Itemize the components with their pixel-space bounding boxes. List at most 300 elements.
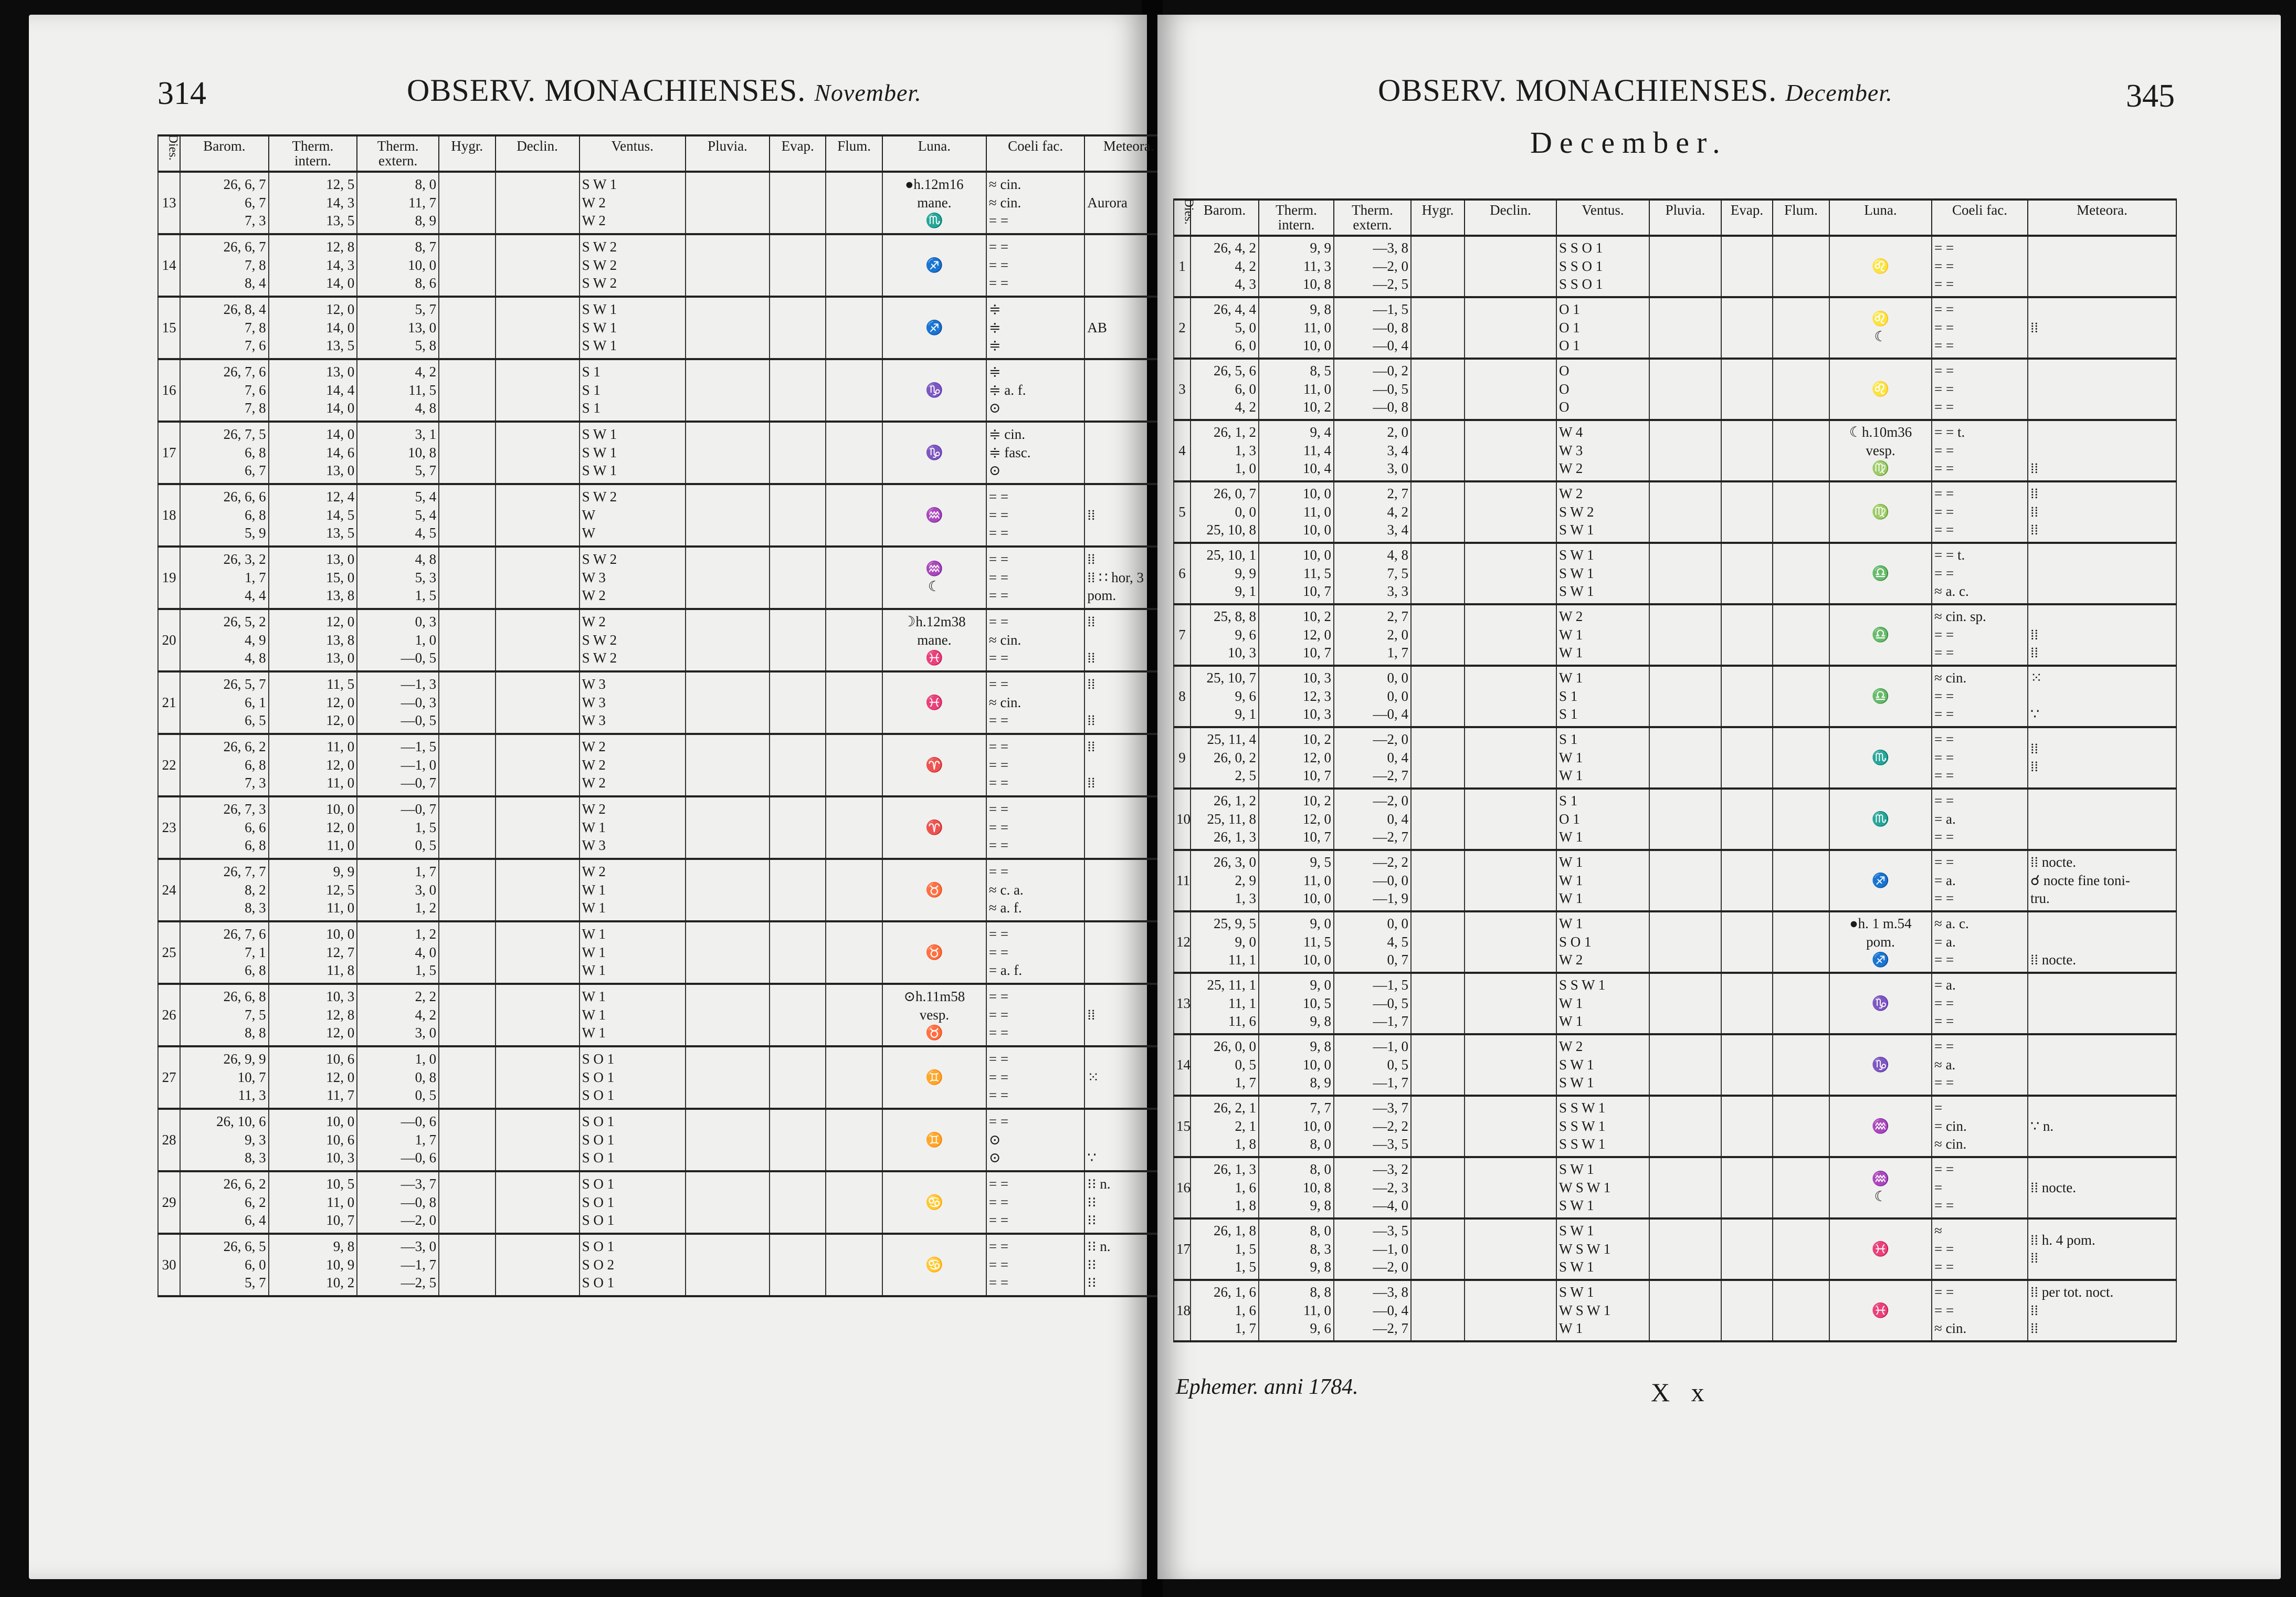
rain-cell [686,1109,770,1171]
therm-intern-cell: 8, 0 10, 8 9, 8 [1259,1157,1334,1218]
declination-cell [496,1234,580,1296]
declination-cell [496,234,580,297]
sky-cell: = = = = = = [1932,297,2028,359]
wind-cell: S 1 O 1 W 1 [1556,789,1649,850]
river-cell [1773,604,1829,666]
table-row [158,1234,1173,1296]
column-header: Meteora. [2028,199,2176,236]
evaporation-cell [770,671,826,734]
day-cell: 14 [158,234,180,297]
column-header: Dies. [158,135,180,172]
moon-cell: ♐ [882,234,986,297]
therm-intern-cell: 10, 3 12, 8 12, 0 [269,984,357,1046]
declination-cell [496,609,580,671]
declination-cell [496,1109,580,1171]
therm-extern-cell: 4, 8 7, 5 3, 3 [1334,543,1411,604]
table-row [1174,850,2176,911]
sky-cell: ≈ = = = = [1932,1218,2028,1280]
moon-cell: ♓ [882,671,986,734]
river-cell [826,1171,882,1234]
river-cell [826,984,882,1046]
evaporation-cell [1721,973,1773,1034]
barometer-cell: 25, 8, 8 9, 6 10, 3 [1191,604,1259,666]
therm-extern-cell: —1, 0 0, 5 —1, 7 [1334,1034,1411,1096]
wind-cell: W 1 W 1 W 1 [1556,850,1649,911]
sky-cell: ≈ cin. ≈ cin. = = [986,172,1085,234]
therm-intern-cell: 10, 2 12, 0 10, 7 [1259,789,1334,850]
moon-cell: ♒ [1829,1096,1932,1157]
meteora-cell: ∵ [1084,1109,1173,1171]
moon-cell: ♎ [1829,543,1932,604]
therm-extern-cell: —3, 8 —0, 4 —2, 7 [1334,1280,1411,1341]
table-row [1174,297,2176,359]
left-page [29,15,1154,1579]
column-header: Hygr. [439,135,495,172]
day-cell: 15 [158,297,180,359]
hygrometer-cell [439,859,495,921]
table-row [1174,666,2176,727]
river-cell [1773,1096,1829,1157]
hygrometer-cell [439,734,495,796]
wind-cell: W 3 W 3 W 3 [580,671,686,734]
sky-cell: = = ≈ cin. = = [986,609,1085,671]
meteora-cell [2028,973,2176,1034]
rain-cell [686,484,770,547]
therm-extern-cell: —3, 7 —2, 2 —3, 5 [1334,1096,1411,1157]
barometer-cell: 26, 2, 1 2, 1 1, 8 [1191,1096,1259,1157]
sky-cell: ≑ ≑ a. f. ⊙ [986,359,1085,422]
hygrometer-cell [1411,604,1465,666]
table-row [1174,789,2176,850]
table-row [158,547,1173,609]
barometer-cell: 25, 11, 4 26, 0, 2 2, 5 [1191,727,1259,789]
therm-extern-cell: 5, 4 5, 4 4, 5 [357,484,439,547]
barometer-cell: 26, 6, 2 6, 8 7, 3 [180,734,269,796]
evaporation-cell [1721,236,1773,297]
barometer-cell: 26, 6, 7 7, 8 8, 4 [180,234,269,297]
therm-intern-cell: 10, 0 12, 7 11, 8 [269,921,357,984]
table-row [158,234,1173,297]
day-cell: 1 [1174,236,1191,297]
rain-cell [686,547,770,609]
therm-intern-cell: 8, 5 11, 0 10, 2 [1259,359,1334,420]
evaporation-cell [770,984,826,1046]
moon-cell: ♌ [1829,359,1932,420]
table-row [1174,481,2176,543]
hygrometer-cell [1411,297,1465,359]
meteora-cell [2028,359,2176,420]
day-cell: 28 [158,1109,180,1171]
running-header [407,72,922,109]
day-cell: 17 [1174,1218,1191,1280]
day-cell: 29 [158,1171,180,1234]
wind-cell: W 2 W 2 W 2 [580,734,686,796]
wind-cell: W 1 S 1 S 1 [1556,666,1649,727]
therm-extern-cell: —0, 2 —0, 5 —0, 8 [1334,359,1411,420]
table-row [1174,1034,2176,1096]
therm-extern-cell: 4, 2 11, 5 4, 8 [357,359,439,422]
observation-table [157,134,1173,1297]
wind-cell: S 1 S 1 S 1 [580,359,686,422]
evaporation-cell [770,609,826,671]
wind-cell: S S O 1 S S O 1 S S O 1 [1556,236,1649,297]
barometer-cell: 26, 7, 6 7, 1 6, 8 [180,921,269,984]
rain-cell [686,1171,770,1234]
barometer-cell: 26, 6, 8 7, 5 8, 8 [180,984,269,1046]
meteora-cell: ⁞⁞ ⁞⁞ [2028,727,2176,789]
barometer-cell: 26, 1, 6 1, 6 1, 7 [1191,1280,1259,1341]
river-cell [1773,359,1829,420]
column-header: Barom. [180,135,269,172]
evaporation-cell [770,297,826,359]
column-header: Therm. extern. [357,135,439,172]
column-header: Therm. extern. [1334,199,1411,236]
hygrometer-cell [439,1109,495,1171]
declination-cell [1465,1218,1556,1280]
day-cell: 7 [1174,604,1191,666]
river-cell [1773,727,1829,789]
river-cell [826,359,882,422]
barometer-cell: 25, 10, 1 9, 9 9, 1 [1191,543,1259,604]
meteora-cell: ⁞⁞ ⁞⁞ [1084,609,1173,671]
rain-cell [1649,1218,1721,1280]
running-header [1378,72,1893,109]
wind-cell: S W 1 S W 1 S W 1 [580,422,686,484]
wind-cell: W 2 W 1 W 1 [580,859,686,921]
barometer-cell: 26, 7, 6 7, 6 7, 8 [180,359,269,422]
hygrometer-cell [1411,1280,1465,1341]
therm-intern-cell: 13, 0 15, 0 13, 8 [269,547,357,609]
river-cell [826,484,882,547]
column-header: Coeli fac. [986,135,1085,172]
therm-extern-cell: 0, 0 0, 0 —0, 4 [1334,666,1411,727]
table-row [1174,1280,2176,1341]
rain-cell [1649,543,1721,604]
day-cell: 16 [158,359,180,422]
declination-cell [1465,850,1556,911]
therm-extern-cell: —1, 5 —1, 0 —0, 7 [357,734,439,796]
wind-cell: S O 1 S O 1 S O 1 [580,1171,686,1234]
day-cell: 24 [158,859,180,921]
sky-cell: = = = = = = [1932,236,2028,297]
therm-intern-cell: 9, 0 11, 5 10, 0 [1259,911,1334,973]
rain-cell [1649,911,1721,973]
river-cell [826,921,882,984]
rain-cell [1649,481,1721,543]
river-cell [1773,973,1829,1034]
table-row [158,422,1173,484]
rain-cell [686,734,770,796]
rain-cell [1649,727,1721,789]
therm-intern-cell: 12, 8 14, 3 14, 0 [269,234,357,297]
therm-extern-cell: 2, 0 3, 4 3, 0 [1334,420,1411,481]
sky-cell: = = = = = = [986,1171,1085,1234]
therm-intern-cell: 11, 0 12, 0 11, 0 [269,734,357,796]
hygrometer-cell [439,234,495,297]
therm-extern-cell: 3, 1 10, 8 5, 7 [357,422,439,484]
meteora-cell [2028,789,2176,850]
rain-cell [1649,420,1721,481]
river-cell [826,234,882,297]
declination-cell [1465,297,1556,359]
moon-cell: ♉ [882,921,986,984]
hygrometer-cell [439,172,495,234]
column-header: Flum. [1773,199,1829,236]
hygrometer-cell [439,484,495,547]
river-cell [1773,1280,1829,1341]
therm-extern-cell: 2, 7 4, 2 3, 4 [1334,481,1411,543]
therm-extern-cell: 5, 7 13, 0 5, 8 [357,297,439,359]
barometer-cell: 26, 7, 3 6, 6 6, 8 [180,796,269,859]
evaporation-cell [1721,789,1773,850]
wind-cell: W 2 S W 2 S W 2 [580,609,686,671]
column-header: Evap. [770,135,826,172]
moon-cell: ♑ [1829,1034,1932,1096]
day-cell: 18 [158,484,180,547]
moon-cell: ♏ [1829,727,1932,789]
declination-cell [496,734,580,796]
evaporation-cell [770,547,826,609]
barometer-cell: 26, 1, 8 1, 5 1, 5 [1191,1218,1259,1280]
therm-intern-cell: 12, 0 13, 8 13, 0 [269,609,357,671]
therm-intern-cell: 12, 4 14, 5 13, 5 [269,484,357,547]
table-row [1174,420,2176,481]
sky-cell: = = ≈ c. a. ≈ a. f. [986,859,1085,921]
meteora-cell: ⁞⁞ nocte. [2028,911,2176,973]
day-cell: 19 [158,547,180,609]
meteora-cell: ⁞⁞ [2028,420,2176,481]
therm-intern-cell: 11, 5 12, 0 12, 0 [269,671,357,734]
barometer-cell: 25, 10, 7 9, 6 9, 1 [1191,666,1259,727]
day-cell: 9 [1174,727,1191,789]
wind-cell: S W 1 S W 1 S W 1 [580,297,686,359]
wind-cell: O O O [1556,359,1649,420]
evaporation-cell [1721,1280,1773,1341]
table-header-row [1174,199,2176,236]
meteora-cell: ⁞⁞ ⁞⁞ ⁞⁞ [2028,481,2176,543]
rain-cell [1649,666,1721,727]
rain-cell [686,1046,770,1109]
meteora-cell: ⁞⁞ ⁞⁞ ∷ hor, 3 pom. [1084,547,1173,609]
moon-cell: ♌ [1829,236,1932,297]
wind-cell: S O 1 S O 1 S O 1 [580,1109,686,1171]
barometer-cell: 26, 0, 0 0, 5 1, 7 [1191,1034,1259,1096]
declination-cell [1465,604,1556,666]
column-header: Hygr. [1411,199,1465,236]
river-cell [826,796,882,859]
sky-cell: ≑ ≑ ≑ [986,297,1085,359]
table-row [1174,236,2176,297]
therm-extern-cell: —2, 2 —0, 0 —1, 9 [1334,850,1411,911]
barometer-cell: 26, 8, 4 7, 8 7, 6 [180,297,269,359]
hygrometer-cell [1411,973,1465,1034]
therm-intern-cell: 10, 2 12, 0 10, 7 [1259,604,1334,666]
barometer-cell: 26, 1, 2 25, 11, 8 26, 1, 3 [1191,789,1259,850]
barometer-cell: 26, 1, 3 1, 6 1, 8 [1191,1157,1259,1218]
river-cell [1773,1218,1829,1280]
rain-cell [686,796,770,859]
column-header: Therm. intern. [1259,199,1334,236]
table-row [1174,973,2176,1034]
day-cell: 21 [158,671,180,734]
barometer-cell: 26, 4, 2 4, 2 4, 3 [1191,236,1259,297]
moon-cell: ♍ [1829,481,1932,543]
declination-cell [1465,973,1556,1034]
therm-extern-cell: 1, 2 4, 0 1, 5 [357,921,439,984]
river-cell [1773,236,1829,297]
sky-cell: = = ≈ cin. = = [986,671,1085,734]
rain-cell [686,172,770,234]
day-cell: 26 [158,984,180,1046]
column-header: Barom. [1191,199,1259,236]
declination-cell [496,484,580,547]
therm-intern-cell: 8, 0 8, 3 9, 8 [1259,1218,1334,1280]
therm-intern-cell: 9, 8 10, 0 8, 9 [1259,1034,1334,1096]
meteora-cell: ⁞⁞ per tot. noct. ⁞⁞ ⁞⁞ [2028,1280,2176,1341]
declination-cell [1465,727,1556,789]
evaporation-cell [770,359,826,422]
moon-cell: ♓ [1829,1218,1932,1280]
sky-cell: = = cin. ≈ cin. [1932,1096,2028,1157]
wind-cell: S W 1 W 2 W 2 [580,172,686,234]
declination-cell [496,359,580,422]
therm-intern-cell: 7, 7 10, 0 8, 0 [1259,1096,1334,1157]
sky-cell: = = t. = = = = [1932,420,2028,481]
barometer-cell: 26, 4, 4 5, 0 6, 0 [1191,297,1259,359]
day-cell: 6 [1174,543,1191,604]
moon-cell: ♈ [882,734,986,796]
sky-cell: ≈ cin. sp. = = = = [1932,604,2028,666]
sky-cell: = = = = = a. f. [986,921,1085,984]
wind-cell: S O 1 S O 2 S O 1 [580,1234,686,1296]
column-header: Meteora. [1084,135,1173,172]
therm-intern-cell: 9, 9 11, 3 10, 8 [1259,236,1334,297]
evaporation-cell [770,859,826,921]
hygrometer-cell [439,609,495,671]
meteora-cell: ⁞⁞ [1084,984,1173,1046]
wind-cell: S O 1 S O 1 S O 1 [580,1046,686,1109]
moon-cell: ♊ [882,1109,986,1171]
moon-cell: ♒ ☾ [1829,1157,1932,1218]
river-cell [826,422,882,484]
hygrometer-cell [1411,1218,1465,1280]
day-cell: 13 [158,172,180,234]
rain-cell [1649,850,1721,911]
therm-extern-cell: —1, 5 —0, 8 —0, 4 [1334,297,1411,359]
column-header: Pluvia. [686,135,770,172]
column-header: Luna. [1829,199,1932,236]
sky-cell: ≈ a. c. = a. = = [1932,911,2028,973]
sky-cell: = = = = = = [986,796,1085,859]
declination-cell [1465,236,1556,297]
therm-extern-cell: 2, 2 4, 2 3, 0 [357,984,439,1046]
declination-cell [496,859,580,921]
rain-cell [1649,1157,1721,1218]
river-cell [826,172,882,234]
declination-cell [1465,1096,1556,1157]
river-cell [1773,789,1829,850]
day-cell: 30 [158,1234,180,1296]
evaporation-cell [770,1234,826,1296]
day-cell: 16 [1174,1157,1191,1218]
therm-extern-cell: —3, 5 —1, 0 —2, 0 [1334,1218,1411,1280]
hygrometer-cell [439,547,495,609]
barometer-cell: 26, 6, 5 6, 0 5, 7 [180,1234,269,1296]
river-cell [1773,297,1829,359]
river-cell [826,1046,882,1109]
rain-cell [686,422,770,484]
sky-cell: = = = = = = [1932,481,2028,543]
therm-intern-cell: 10, 2 12, 0 10, 7 [1259,727,1334,789]
rain-cell [686,1234,770,1296]
barometer-cell: 26, 3, 0 2, 9 1, 3 [1191,850,1259,911]
evaporation-cell [1721,1218,1773,1280]
barometer-cell: 26, 6, 6 6, 8 5, 9 [180,484,269,547]
day-cell: 12 [1174,911,1191,973]
wind-cell: W 1 W 1 W 1 [580,984,686,1046]
column-header: Dies. [1174,199,1191,236]
sky-cell: = = t. = = ≈ a. c. [1932,543,2028,604]
declination-cell [496,547,580,609]
day-cell: 2 [1174,297,1191,359]
column-header: Flum. [826,135,882,172]
sky-cell: = = = = ≈ cin. [1932,1280,2028,1341]
hygrometer-cell [1411,481,1465,543]
therm-extern-cell: 4, 8 5, 3 1, 5 [357,547,439,609]
table-row [1174,727,2176,789]
declination-cell [1465,911,1556,973]
moon-cell: ♑ [882,359,986,422]
header-title: OBSERV. MONACHIENSES. [1378,73,1777,108]
column-header: Ventus. [1556,199,1649,236]
evaporation-cell [1721,666,1773,727]
declination-cell [1465,543,1556,604]
evaporation-cell [770,484,826,547]
rain-cell [686,859,770,921]
evaporation-cell [770,921,826,984]
sky-cell: ≑ cin. ≑ fasc. ⊙ [986,422,1085,484]
hygrometer-cell [1411,359,1465,420]
wind-cell: S W 1 W S W 1 S W 1 [1556,1218,1649,1280]
sky-cell: = = ⊙ ⊙ [986,1109,1085,1171]
sky-cell: = = = = = = [986,1046,1085,1109]
river-cell [826,297,882,359]
rain-cell [1649,297,1721,359]
therm-intern-cell: 9, 5 11, 0 10, 0 [1259,850,1334,911]
moon-cell: ♐ [882,297,986,359]
therm-intern-cell: 10, 0 11, 5 10, 7 [1259,543,1334,604]
day-cell: 11 [1174,850,1191,911]
meteora-cell [2028,543,2176,604]
meteora-cell: ⁞⁞ ⁞⁞ [1084,671,1173,734]
evaporation-cell [770,734,826,796]
hygrometer-cell [439,422,495,484]
river-cell [1773,850,1829,911]
declination-cell [496,172,580,234]
meteora-cell: ⁞⁞ nocte. [2028,1157,2176,1218]
moon-cell: ♎ [1829,604,1932,666]
barometer-cell: 26, 0, 7 0, 0 25, 10, 8 [1191,481,1259,543]
therm-intern-cell: 10, 0 10, 6 10, 3 [269,1109,357,1171]
therm-intern-cell: 10, 3 12, 3 10, 3 [1259,666,1334,727]
declination-cell [496,984,580,1046]
table-row [1174,604,2176,666]
table-row [1174,359,2176,420]
hygrometer-cell [1411,1157,1465,1218]
moon-cell: ♈ [882,796,986,859]
therm-intern-cell: 9, 8 10, 9 10, 2 [269,1234,357,1296]
moon-cell: ♒ ☾ [882,547,986,609]
